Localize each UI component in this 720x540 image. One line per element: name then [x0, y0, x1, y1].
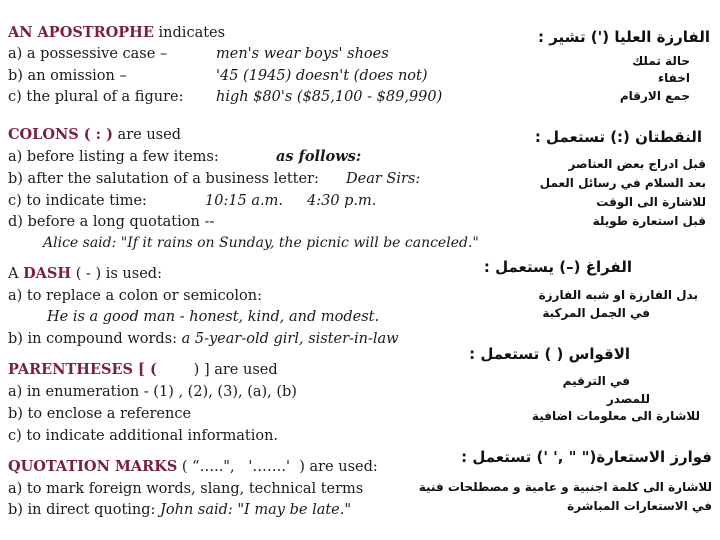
apostrophe-item-c [8, 88, 183, 106]
dash-ar-heading: الفراغ (–) يستعمل : [483, 258, 632, 276]
apostrophe-heading-line [8, 24, 225, 42]
apostrophe-item-b [8, 67, 127, 85]
dash-ar-item: في الجمل المركبة [542, 306, 650, 320]
parentheses-item-a: a) in enumeration - (1) , (2), (3), (a), (b) [8, 384, 297, 400]
apostrophe-heading: AN APOSTROPHE [8, 24, 154, 41]
dash-item-a-label: a) to replace a colon or semicolon: [8, 288, 263, 304]
colons-item-b-label: b) after the salutation of a business letter: [8, 171, 319, 187]
dash-item-b-label: b) in compound words: [8, 331, 177, 347]
quotation-heading-rest: ( “…..", '…….' ) are used: [177, 459, 378, 475]
quotation-ar-item: في الاستعارات المباشرة [567, 499, 712, 513]
colons-heading: COLONS ( : ) [8, 126, 113, 143]
dash-item-a-example: He is a good man - honest, kind, and modest. [47, 309, 380, 325]
parentheses-heading-mid: ) ] [156, 362, 210, 378]
colons-item-d-example: Alice said: "If it rains on Sunday, the picnic will be canceled." [43, 235, 479, 251]
colons-item-a-label: a) before listing a few items: [8, 149, 219, 165]
quotation-heading: QUOTATION MARKS [8, 458, 178, 475]
parentheses-heading-rest: are used [209, 362, 278, 378]
colons-item-a-example: as follows: [276, 148, 362, 165]
colons-ar-heading: النقطتان (:) تستعمل : [534, 128, 702, 146]
apostrophe-item-b-example: '45 (1945) doesn't (does not) [216, 68, 428, 84]
quotation-heading-line [8, 458, 378, 476]
quotation-ar-heading: فوارز الاستعارة(" " ,' ') تستعمل : [461, 448, 712, 466]
quotation-item-b [8, 501, 351, 519]
parentheses-heading-line [8, 361, 278, 379]
dash-heading-line [8, 265, 162, 283]
quotation-item-b-example: John said: "I may be late." [160, 502, 352, 518]
colons-item-c-label: c) to indicate time: [8, 193, 147, 209]
colons-heading-line [8, 126, 181, 144]
colons-item-c-example2: 4:30 p.m. [307, 193, 377, 209]
colons-ar-item: قبل ادراج بعض العناصر [568, 157, 706, 171]
apostrophe-item-b-label: b) an omission – [8, 68, 127, 84]
colons-ar-item: بعد السلام في رسائل العمل [539, 176, 706, 190]
parentheses-heading: PARENTHESES [ ( [8, 361, 157, 378]
parentheses-ar-item: للاشارة الى معلومات اضافية [531, 409, 700, 423]
apostrophe-ar-item: جمع الارقام [619, 89, 690, 103]
parentheses-ar-item: في الترقيم [562, 374, 630, 388]
apostrophe-item-a [8, 45, 167, 63]
dash-ar-item: بدل الفارزة او شبه الفارزة [538, 288, 698, 302]
quotation-item-b-label: b) in direct quoting: [8, 502, 156, 518]
colons-item-d-label: d) before a long quotation -- [8, 214, 215, 230]
apostrophe-ar-item: اخفاء [657, 71, 690, 85]
apostrophe-item-c-example: high $80's ($85,100 - $89,990) [216, 89, 443, 105]
colons-ar-item: للاشارة الى الوقت [596, 195, 706, 209]
parentheses-ar-item: للمصدر [606, 392, 650, 406]
dash-heading: DASH [23, 265, 72, 282]
apostrophe-item-a-example: men's wear boys' shoes [216, 46, 389, 62]
dash-heading-rest: ( - ) is used: [71, 266, 162, 282]
parentheses-ar-heading: الاقواس ( ) تستعمل : [469, 345, 630, 363]
dash-heading-article: A [8, 266, 24, 282]
quotation-item-a-label: a) to mark foreign words, slang, technical terms [8, 481, 364, 497]
colons-item-b-example: Dear Sirs: [346, 171, 421, 187]
apostrophe-ar-heading: الفارزة العليا (') تشير : [538, 28, 710, 46]
apostrophe-heading-rest: indicates [153, 25, 226, 41]
dash-item-b [8, 330, 399, 348]
colons-heading-rest: are used [112, 127, 181, 143]
colons-item-c-example1: 10:15 a.m. [205, 193, 284, 209]
apostrophe-ar-item: حالة تملك [632, 54, 690, 68]
apostrophe-item-c-label: c) the plural of a figure: [8, 89, 184, 105]
parentheses-item-b: b) to enclose a reference [8, 406, 192, 422]
apostrophe-item-a-label: a) a possessive case – [8, 46, 168, 62]
quotation-ar-item: للاشارة الى كلمة اجنبية و عامية و مصطلحات فنية [418, 480, 712, 494]
dash-item-b-example: a 5-year-old girl, sister-in-law [181, 331, 399, 347]
parentheses-item-c: c) to indicate additional information. [8, 428, 279, 444]
colons-ar-item: قبل استعارة طويلة [592, 214, 706, 228]
